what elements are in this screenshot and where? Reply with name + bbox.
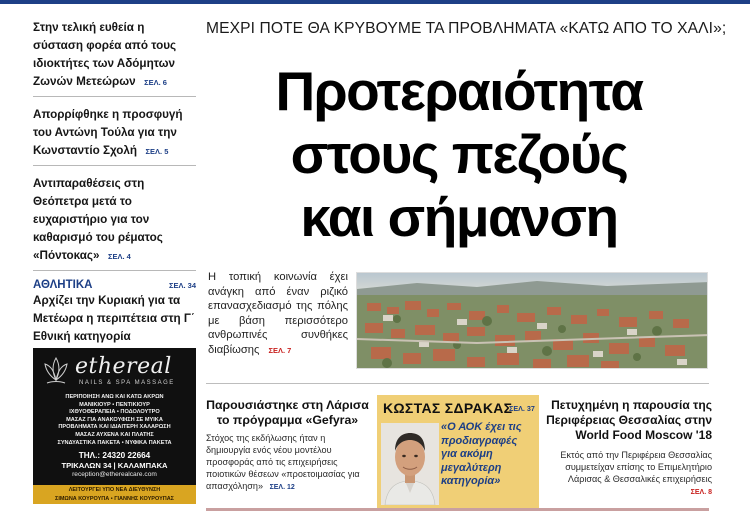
moscow-story[interactable] <box>546 398 712 499</box>
interview-quote: «Ο ΑΟΚ έχει τις προδιαγραφές για ακόμη μεγαλύτερη κατηγορία» <box>441 421 522 488</box>
sports-story[interactable] <box>33 279 196 351</box>
ad-service: ΜΑΝΙΚΙΟΥΡ • ΠΕΝΤΙΚΙΟΥΡ <box>79 401 150 408</box>
left-column <box>33 18 196 359</box>
lotus-icon <box>43 356 69 386</box>
main-headline[interactable] <box>206 60 712 249</box>
gefyra-body-text: Στόχος της εκδήλωσης ήταν η δημιουργία ενός νέου μοντέλου προσφοράς από τις επιχειρήσεις ποιοτικών θέσεων «προετοιμασίας για απασχόληση» <box>206 433 360 491</box>
ad-contact <box>33 451 196 479</box>
ad-service: ΠΡΟΒΛΗΜΑΤΑ ΚΑΙ ΙΔΙΑΙΤΕΡΗ ΧΑΛΑΡΩΣΗ <box>58 424 171 431</box>
ad-tagline: NAILS & SPA MASSAGE <box>79 380 175 386</box>
ad-email: reception@etherealcare.com <box>72 470 157 478</box>
ad-service: ΙΧΘΥΟΘΕΡΑΠΕΙΑ • ΠΟΔΟΛΟΥΤΡΟ <box>69 409 160 416</box>
ad-service: ΠΕΡΙΠΟΙΗΣΗ ΑΝΩ ΚΑΙ ΚΑΤΩ ΑΚΡΩΝ <box>65 394 164 400</box>
aerial-town-photo <box>356 272 708 369</box>
ad-management-line: ΛΕΙΤΟΥΡΓΕΙ ΥΠΟ ΝΕΑ ΔΙΕΥΘΥΝΣΗ <box>68 487 161 493</box>
page-reference: ΣΕΛ. 5 <box>145 147 169 156</box>
page-reference: ΣΕΛ. 12 <box>269 484 295 491</box>
sports-story-text: Αρχίζει την Κυριακή για τα Μετέωρα η περιπέτεια στη Γ΄ Εθνική κατηγορία <box>33 294 195 343</box>
ad-service: ΜΑΣΑΖ ΓΙΑ ΑΝΑΚΟΥΦΙΣΗ ΣΕ ΜΥΙΚΑ <box>66 416 163 423</box>
interviewee-name: ΚΩΣΤΑΣ ΣΔΡΑΚΑΣ <box>383 400 513 416</box>
moscow-body-text: Εκτός από την Περιφέρεια Θεσσαλίας συμμετείχαν επίσης το Επιμελητήριο Λάρισας & Θεσσαλικές επιχειρήσεις <box>560 450 712 484</box>
page-reference: ΣΕΛ. 37 <box>509 404 535 413</box>
headline-line: και σήμανση <box>300 186 618 248</box>
moscow-title: Πετυχημένη η παρουσία της Περιφέρειας Θεσσαλίας στην World Food Moscow '18 <box>546 398 712 442</box>
lede-text: Η τοπική κοινωνία έχει ανάγκη από έναν ριζικό επανασχεδιασμό της πόλης με βάση περισσότερο ανθρωπινές συνθήκες διαβίωσης <box>208 271 348 356</box>
ad-management-banner <box>33 485 196 504</box>
aerial-town-image <box>357 273 708 369</box>
sports-header <box>33 279 196 291</box>
left-story[interactable] <box>33 174 196 271</box>
gefyra-story[interactable] <box>206 398 369 494</box>
interviewee-portrait <box>381 423 439 505</box>
page-reference: ΣΕΛ. 8 <box>690 489 712 496</box>
ad-management-line: ΣΙΜΩΝΑ ΚΟΥΡΟΥΠΑ • ΓΙΑΝΝΗΣ ΚΟΥΡΟΥΠΑΣ <box>55 495 174 502</box>
section-divider <box>206 383 709 384</box>
page-reference: ΣΕΛ. 34 <box>168 281 196 290</box>
headline-line: Προτεραιότητα <box>275 60 643 122</box>
ad-phone: ΤΗΛ.: 24320 22664 <box>78 451 151 461</box>
gefyra-title: Παρουσιάστηκε στη Λάρισα το πρόγραμμα «Gefyra» <box>206 398 369 427</box>
top-rule <box>0 0 750 4</box>
moscow-body <box>546 449 712 499</box>
ad-services <box>33 392 196 447</box>
ad-service: ΜΑΣΑΖ ΑΥΧΕΝΑ ΚΑΙ ΠΛΑΤΗΣ <box>75 431 154 438</box>
spa-advertisement[interactable] <box>33 348 196 504</box>
headline-line: στους πεζούς <box>290 123 628 185</box>
page-reference: ΣΕΛ. 4 <box>107 252 131 261</box>
sports-category: ΑΘΛΗΤΙΚΑ <box>33 279 93 291</box>
page-reference: ΣΕΛ. 7 <box>268 345 292 355</box>
page-reference: ΣΕΛ. 6 <box>144 78 167 87</box>
main-kicker: ΜΕΧΡΙ ΠΟΤΕ ΘΑ ΚΡΥΒΟΥΜΕ ΤΑ ΠΡΟΒΛΗΜΑΤΑ «ΚΑΤΩ ΑΠΟ ΤΟ ΧΑΛΙ»; <box>206 20 727 37</box>
left-story-text: Αντιπαραθέσεις στη Θεόπετρα μετά το ευχαριστήριο για τον καθαρισμό του ρέματος «Πόντοκας» <box>33 177 163 262</box>
main-lede <box>208 270 348 358</box>
ad-service: ΣΥΝΔΥΑΣΤΙΚΑ ΠΑΚΕΤΑ • ΝΥΦΙΚΑ ΠΑΚΕΤΑ <box>57 439 172 446</box>
gefyra-body <box>206 432 369 494</box>
ad-logo <box>33 348 196 392</box>
ad-brand: ethereal <box>75 354 172 379</box>
left-story-text: Απορρίφθηκε η προσφυγή του Αντώνη Τούλα για την Κωνσταντίο Σχολή <box>33 108 183 157</box>
left-story-text: Στην τελική ευθεία η σύσταση φορέα από τους ιδιοκτήτες των Αδόμητων Ζωνών Μετεώρων <box>33 21 177 88</box>
interview-box[interactable] <box>377 395 539 509</box>
ad-address: ΤΡΙΚΑΛΩΝ 34 | ΚΑΛΑΜΠΑΚΑ <box>61 461 168 471</box>
left-story[interactable] <box>33 18 196 97</box>
left-story[interactable] <box>33 105 196 166</box>
